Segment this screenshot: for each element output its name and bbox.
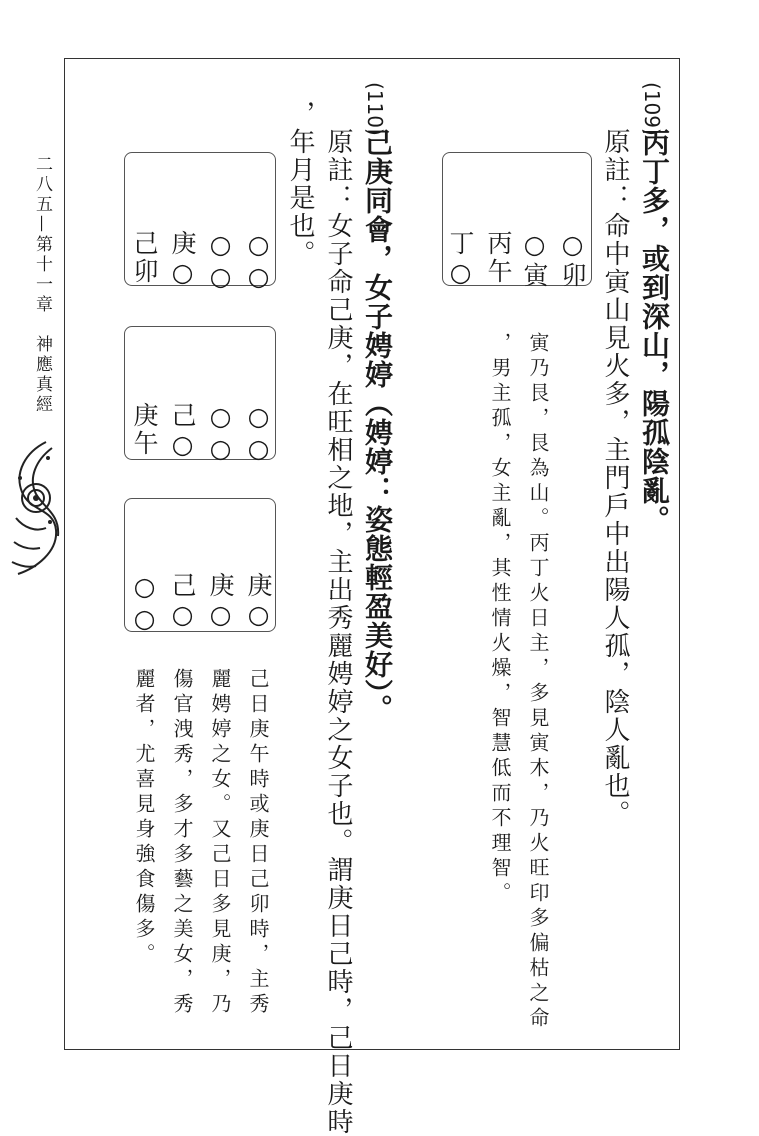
bazi-pillar: ○○ (206, 230, 235, 294)
bazi-pillar: 丙午 (484, 230, 513, 286)
entry-109-number: (109) (640, 82, 664, 136)
entry-110-annotation-line: 原註：女子命己庚，在旺相之地，主出秀麗娉婷之女子也。謂庚日己時，己日庚時 (323, 128, 353, 1136)
entry-109-heading: 丙丁多，或到深山，陽孤陰亂。 (638, 128, 671, 534)
bazi-pillar: ○○ (130, 572, 159, 636)
entry-110-commentary-line: 己日庚午時或庚日己卯時，主秀 (246, 668, 270, 1018)
entry-110-heading: 己庚同會，女子娉婷（娉婷：姿態輕盈美好）。 (361, 128, 394, 723)
entry-110-commentary-line: 傷官洩秀，多才多藝之美女，秀 (170, 668, 194, 1018)
entry-110-commentary-line: 麗娉婷之女。又己日多見庚，乃 (208, 668, 232, 1018)
bazi-pillar: 庚○ (168, 230, 197, 290)
bazi-pillar: ○卯 (558, 230, 587, 290)
bazi-pillar: ○○ (206, 402, 235, 466)
bazi-pillar: 庚午 (130, 402, 159, 458)
bazi-pillar: ○○ (244, 402, 273, 466)
entry-109-commentary-line: ，男主孤，女主亂，其性情火燥，智慧低而不理智。 (488, 332, 512, 907)
dragon-ornament-icon (6, 438, 64, 578)
entry-110-commentary-line: 麗者，尤喜見身強食傷多。 (132, 668, 156, 968)
running-header: 二八五—第十一章 神應真經 (32, 155, 52, 415)
bazi-pillar: ○寅 (520, 230, 549, 290)
entry-110-annotation-line: ，年月是也。 (285, 100, 315, 268)
bazi-pillar: 庚○ (206, 572, 235, 632)
bazi-pillar: 己卯 (130, 230, 159, 286)
entry-110-number: (110) (363, 82, 387, 136)
bazi-pillar: ○○ (244, 230, 273, 294)
bazi-pillar: 丁○ (446, 230, 475, 290)
bazi-pillar: 己○ (168, 572, 197, 632)
entry-109-annotation: 原註：命中寅山見火多，主門戶中出陽人孤，陰人亂也。 (600, 128, 630, 828)
bazi-pillar: 庚○ (244, 572, 273, 632)
entry-109-commentary-line: 寅乃艮，艮為山。丙丁火日主，多見寅木，乃火旺印多偏枯之命 (526, 332, 550, 1032)
bazi-pillar: 己○ (168, 402, 197, 462)
